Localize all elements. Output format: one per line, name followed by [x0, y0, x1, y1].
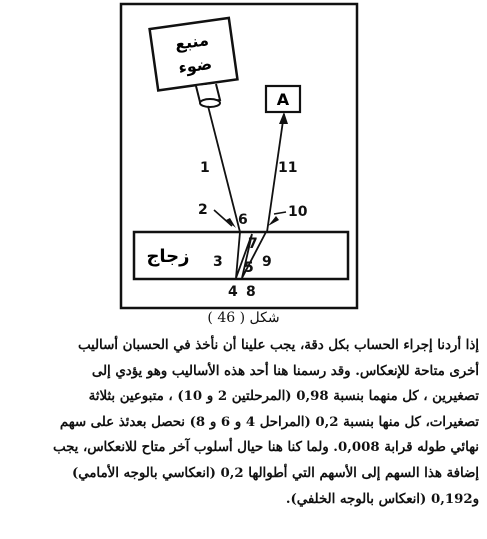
light-source-aperture — [200, 99, 220, 107]
ray-number-7: 7 — [248, 236, 258, 252]
figure-caption: شكل ( 46 ) — [207, 310, 280, 326]
ray-number-5: 5 — [244, 260, 254, 276]
ray-incoming — [208, 106, 240, 232]
ray-number-3: 3 — [213, 254, 223, 270]
paragraph-line: و0,192 (انعكاس بالوجه الخلفي). — [285, 491, 479, 507]
pointer-2 — [214, 210, 232, 226]
ray-number-8: 8 — [246, 284, 256, 300]
ray-number-4: 4 — [228, 284, 238, 300]
pointer-10 — [274, 212, 286, 214]
glass-label: زجاج — [146, 246, 190, 267]
paragraph-line: نهائي طوله قرابة 0,008. ولما كنا هنا حيال أسلوب آخر متاح للانعكاس، يجب — [53, 440, 479, 456]
light-source — [150, 18, 238, 91]
light-source-label-2: ضوء — [177, 53, 214, 78]
ray-number-6: 6 — [238, 212, 248, 228]
ray-number-1: 1 — [200, 160, 210, 176]
ray-number-10: 10 — [288, 204, 308, 220]
light-source-label-1: منبع — [173, 30, 210, 54]
arrowhead-detector — [279, 112, 288, 124]
ray-number-11: 11 — [278, 160, 298, 176]
paragraph-line: تصغيرين ، كل منهما بنسبة 0,98 (المرحلتين 2 و 10) ، متبوعين بثلاثة — [88, 389, 479, 405]
ray-number-2: 2 — [198, 202, 208, 218]
body-paragraph — [7, 333, 479, 512]
detector-label: A — [276, 90, 290, 109]
paragraph-line: أخرى متاحة للإنعكاس. وقد رسمنا هنا أحد هذه الأساليب وهو يؤدي إلى — [91, 363, 479, 379]
paragraph-line: تصغيرات، كل منها بنسبة 0,2 (المراحل 4 و 6 و 8) نحصل بعدئذ على سهم — [59, 414, 479, 430]
ray-number-9: 9 — [262, 254, 272, 270]
paragraph-line: إضافة هذا السهم إلى الأسهم التي أطوالها 0,2 (انعكاسي بالوجه الأمامي) — [71, 465, 479, 481]
paragraph-line: إذا أردنا إجراء الحساب بكل دقة، يجب علينا أن نأخذ في الحسبان أساليب — [77, 338, 479, 353]
